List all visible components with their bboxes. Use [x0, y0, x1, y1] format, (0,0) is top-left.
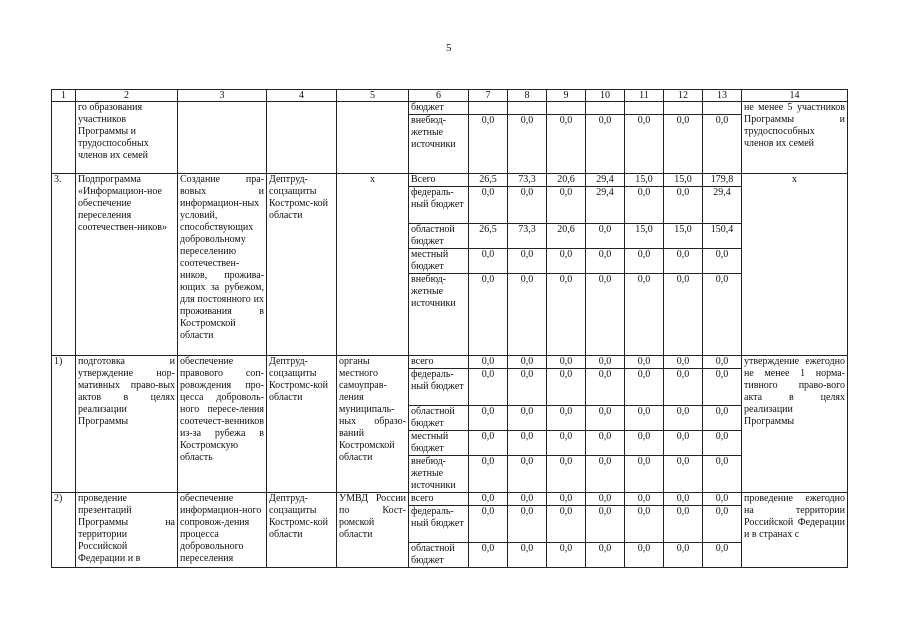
cell-value: 0,0	[547, 249, 586, 274]
cell-num: 1)	[52, 356, 76, 493]
cell-value: 0,0	[664, 543, 703, 568]
cell-goal	[178, 102, 267, 174]
cell-value: 0,0	[625, 356, 664, 369]
cell-value: 0,0	[586, 224, 625, 249]
cell-result: не менее 5 участников Программы и трудоспособных членов их семей	[742, 102, 848, 174]
cell-value: 0,0	[508, 493, 547, 506]
cell-value: 179,8	[703, 174, 742, 187]
cell-value: 15,0	[625, 174, 664, 187]
cell-value: 0,0	[703, 356, 742, 369]
cell-source: областной бюджет	[409, 224, 469, 249]
cell-name: го образования участников Программы и трудоспособных членов их семей	[76, 102, 178, 174]
cell-source: внебюд-жетные источники	[409, 456, 469, 493]
cell-value: 15,0	[664, 224, 703, 249]
cell-source: местный бюджет	[409, 431, 469, 456]
cell-value: 0,0	[664, 187, 703, 224]
cell-source: всего	[409, 493, 469, 506]
cell-goal: обеспечение правового соп-ровождения про-цесса доброволь-ного пересе-ления соотечест-венников из-за рубежа в Костромскую область	[178, 356, 267, 493]
column-header: 1	[52, 90, 76, 102]
cell-value: 0,0	[664, 369, 703, 406]
cell-value: 26,5	[469, 174, 508, 187]
cell-value: 0,0	[703, 431, 742, 456]
cell-value: 0,0	[469, 274, 508, 356]
cell-value: 0,0	[664, 493, 703, 506]
cell-value: 0,0	[586, 456, 625, 493]
cell-value: 0,0	[469, 406, 508, 431]
cell-source: всего	[409, 356, 469, 369]
cell-value: 15,0	[664, 174, 703, 187]
program-table	[51, 89, 848, 568]
table-row	[52, 174, 848, 187]
cell-source: внебюд-жетные источники	[409, 274, 469, 356]
column-header: 2	[76, 90, 178, 102]
cell-executor: Дептруд-соцзащиты Костромс-кой области	[267, 493, 337, 568]
cell-value: 0,0	[508, 456, 547, 493]
cell-value: 0,0	[625, 431, 664, 456]
cell-source: местный бюджет	[409, 249, 469, 274]
cell-coexecutor: УМВД России по Кост-ромской области	[337, 493, 409, 568]
cell-value: 0,0	[625, 115, 664, 174]
cell-value: 0,0	[625, 493, 664, 506]
cell-value: 0,0	[664, 274, 703, 356]
cell-value: 0,0	[469, 187, 508, 224]
cell-value	[469, 102, 508, 115]
cell-value: 0,0	[625, 274, 664, 356]
column-header: 5	[337, 90, 409, 102]
cell-value: 0,0	[508, 356, 547, 369]
cell-value: 73,3	[508, 174, 547, 187]
cell-value: 0,0	[664, 431, 703, 456]
column-header: 11	[625, 90, 664, 102]
cell-value: 0,0	[508, 274, 547, 356]
cell-value: 0,0	[469, 543, 508, 568]
cell-value: 0,0	[625, 506, 664, 543]
column-header: 12	[664, 90, 703, 102]
cell-source: федераль-ный бюджет	[409, 369, 469, 406]
cell-value	[547, 102, 586, 115]
cell-value: 0,0	[625, 406, 664, 431]
cell-value: 0,0	[469, 249, 508, 274]
cell-value: 0,0	[547, 543, 586, 568]
page-number: 5	[446, 42, 452, 54]
cell-value: 0,0	[508, 369, 547, 406]
cell-executor	[267, 102, 337, 174]
cell-value: 0,0	[469, 456, 508, 493]
table-row	[52, 493, 848, 506]
cell-value: 0,0	[547, 506, 586, 543]
cell-value: 0,0	[586, 115, 625, 174]
cell-value: 0,0	[703, 456, 742, 493]
cell-value: 0,0	[508, 406, 547, 431]
cell-value: 0,0	[547, 406, 586, 431]
cell-coexecutor	[337, 102, 409, 174]
cell-value: 0,0	[586, 493, 625, 506]
cell-value: 0,0	[547, 493, 586, 506]
cell-value: 0,0	[586, 274, 625, 356]
column-header: 7	[469, 90, 508, 102]
cell-executor: Дептруд-соцзащиты Костромс-кой области	[267, 174, 337, 356]
cell-value: 0,0	[703, 493, 742, 506]
cell-value: 0,0	[547, 369, 586, 406]
cell-value	[664, 102, 703, 115]
cell-value: 0,0	[664, 249, 703, 274]
cell-value	[586, 102, 625, 115]
table-row	[52, 356, 848, 369]
cell-value: 0,0	[664, 356, 703, 369]
cell-source: областной бюджет	[409, 406, 469, 431]
cell-value: 0,0	[508, 431, 547, 456]
cell-value: 26,5	[469, 224, 508, 249]
cell-coexecutor: органы местного самоуправ-ления муниципаль-ных образо-ваний Костромской области	[337, 356, 409, 493]
cell-value: 0,0	[703, 369, 742, 406]
cell-value: 0,0	[625, 187, 664, 224]
column-header: 8	[508, 90, 547, 102]
cell-result: х	[742, 174, 848, 356]
cell-source: федераль-ный бюджет	[409, 506, 469, 543]
cell-value: 0,0	[664, 115, 703, 174]
cell-value	[703, 102, 742, 115]
cell-value: 20,6	[547, 174, 586, 187]
cell-value: 0,0	[469, 493, 508, 506]
cell-goal: Создание пра-вовых и информацион-ных условий, способствующих добровольному переселению соотечествен-ников, прожива-ющих за рубежом, для постоянного их проживания в Костромской области	[178, 174, 267, 356]
cell-goal: обеспечение информацион-ного сопровож-дения процесса добровольного переселения	[178, 493, 267, 568]
cell-value: 29,4	[586, 174, 625, 187]
cell-source: федераль-ный бюджет	[409, 187, 469, 224]
cell-value: 0,0	[547, 356, 586, 369]
cell-value: 0,0	[703, 249, 742, 274]
column-header: 6	[409, 90, 469, 102]
cell-source: бюджет	[409, 102, 469, 115]
cell-value: 15,0	[625, 224, 664, 249]
cell-name: подготовка и утверждение нор-мативных право-вых актов в целях реализации Программы	[76, 356, 178, 493]
cell-value: 29,4	[703, 187, 742, 224]
cell-value	[508, 102, 547, 115]
cell-value: 0,0	[547, 456, 586, 493]
cell-value: 0,0	[469, 506, 508, 543]
cell-name: Подпрограмма «Информацион-ное обеспечение переселения соотечествен-ников»	[76, 174, 178, 356]
header-row	[52, 90, 848, 102]
cell-executor: Дептруд-соцзащиты Костромс-кой области	[267, 356, 337, 493]
cell-value: 20,6	[547, 224, 586, 249]
cell-value: 0,0	[469, 431, 508, 456]
cell-value: 29,4	[586, 187, 625, 224]
cell-value: 0,0	[703, 115, 742, 174]
cell-value: 0,0	[664, 506, 703, 543]
cell-value: 0,0	[703, 543, 742, 568]
cell-value: 0,0	[703, 274, 742, 356]
cell-value: 0,0	[508, 543, 547, 568]
cell-value	[625, 102, 664, 115]
cell-value: 0,0	[547, 431, 586, 456]
cell-source: Всего	[409, 174, 469, 187]
cell-value: 0,0	[547, 187, 586, 224]
column-header: 3	[178, 90, 267, 102]
cell-num: 3.	[52, 174, 76, 356]
cell-source: внебюд-жетные источники	[409, 115, 469, 174]
cell-value: 0,0	[625, 543, 664, 568]
cell-result: проведение ежегодно на территории Российской Федерации и в странах с	[742, 493, 848, 568]
cell-value: 0,0	[625, 369, 664, 406]
cell-value: 0,0	[664, 406, 703, 431]
cell-coexecutor: х	[337, 174, 409, 356]
cell-value: 0,0	[625, 249, 664, 274]
cell-value: 0,0	[508, 115, 547, 174]
cell-value: 0,0	[586, 431, 625, 456]
cell-value: 0,0	[508, 506, 547, 543]
cell-value: 0,0	[586, 369, 625, 406]
cell-value: 0,0	[586, 406, 625, 431]
cell-num	[52, 102, 76, 174]
column-header: 13	[703, 90, 742, 102]
cell-value: 0,0	[586, 506, 625, 543]
cell-value: 0,0	[469, 115, 508, 174]
cell-value: 0,0	[664, 456, 703, 493]
column-header: 14	[742, 90, 848, 102]
cell-value: 0,0	[703, 506, 742, 543]
column-header: 9	[547, 90, 586, 102]
cell-value: 0,0	[547, 115, 586, 174]
cell-value: 0,0	[508, 187, 547, 224]
column-header: 4	[267, 90, 337, 102]
cell-value: 0,0	[625, 456, 664, 493]
cell-value: 0,0	[586, 356, 625, 369]
cell-result: утверждение ежегодно не менее 1 норма-тивного право-вого акта в целях реализации Программы	[742, 356, 848, 493]
cell-source: областной бюджет	[409, 543, 469, 568]
cell-value: 0,0	[469, 369, 508, 406]
column-header: 10	[586, 90, 625, 102]
cell-name: проведение презентаций Программы на территории Российской Федерации и в	[76, 493, 178, 568]
cell-value: 0,0	[586, 543, 625, 568]
cell-value: 0,0	[469, 356, 508, 369]
cell-num: 2)	[52, 493, 76, 568]
table-row	[52, 102, 848, 115]
cell-value: 150,4	[703, 224, 742, 249]
cell-value: 0,0	[547, 274, 586, 356]
cell-value: 0,0	[586, 249, 625, 274]
cell-value: 0,0	[703, 406, 742, 431]
cell-value: 73,3	[508, 224, 547, 249]
cell-value: 0,0	[508, 249, 547, 274]
